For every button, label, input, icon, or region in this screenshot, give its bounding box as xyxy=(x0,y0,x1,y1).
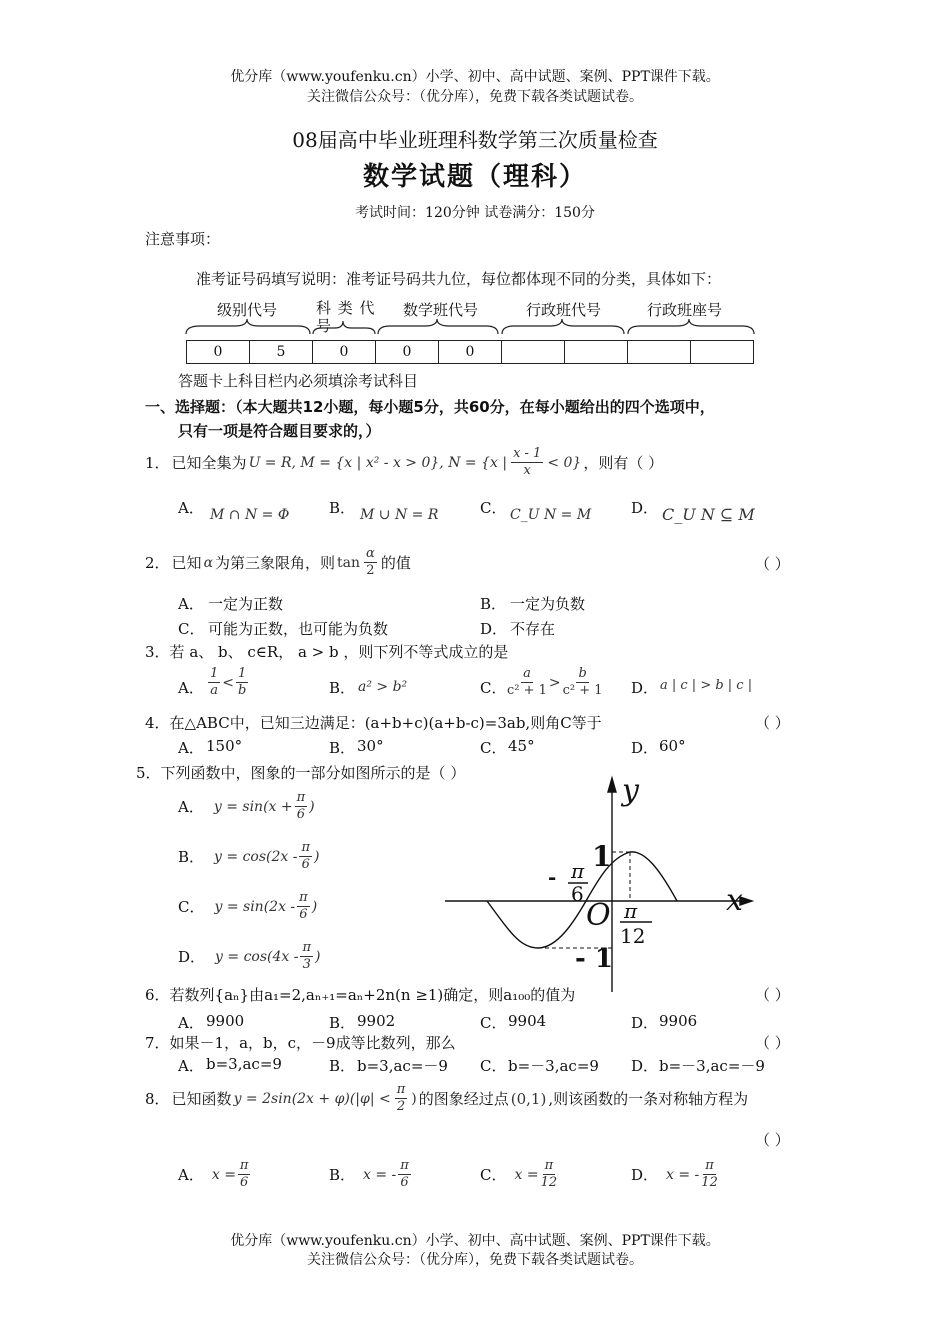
option-label[interactable]: D． xyxy=(178,948,206,966)
option-value: b=3,ac=－9 xyxy=(357,1057,448,1075)
q-text: 为第三象限角，则 xyxy=(215,554,336,572)
notice-label: 注意事项： xyxy=(145,230,221,248)
option-label[interactable]: A． xyxy=(178,1166,204,1184)
question-4 xyxy=(145,712,602,733)
q-text: ，则有（ ） xyxy=(583,454,664,472)
option-label[interactable]: D． xyxy=(631,679,659,697)
pi-label: π xyxy=(624,899,638,923)
option-label[interactable]: A． xyxy=(178,499,204,517)
q-num: 4． xyxy=(145,714,170,732)
neg-sign: - xyxy=(548,865,557,889)
q-text: 已知函数 xyxy=(171,1090,232,1108)
six-label: 6 xyxy=(571,882,584,906)
option-value: 一定为正数 xyxy=(208,595,284,613)
twelve-label: 12 xyxy=(620,924,646,948)
option-value: y = sin(2x - $\frac{\pi}{6}$ ) xyxy=(214,890,318,922)
q-math: (0,1) xyxy=(510,1089,547,1108)
option-label[interactable]: C． xyxy=(480,499,507,517)
option-value: M ∪ N = R xyxy=(360,507,439,523)
answer-paren[interactable]: （ ） xyxy=(755,1131,790,1149)
option-label[interactable]: B． xyxy=(329,1014,356,1032)
option-row xyxy=(480,1158,559,1191)
option-label[interactable]: C． xyxy=(178,898,205,916)
footer-line-2: 关注微信公众号：（优分库），免费下载各类试题试卷。 xyxy=(307,1252,643,1268)
option-row xyxy=(631,1158,720,1191)
option-value: $\frac{1}{a}$ < $\frac{1}{b}$ xyxy=(210,666,247,698)
q-text: 若 a、 b、 c∈R， a > b ，则下列不等式成立的是 xyxy=(169,643,509,661)
option-label[interactable]: B． xyxy=(480,595,507,613)
option-row xyxy=(178,840,320,873)
option-label[interactable]: A． xyxy=(178,679,204,697)
code-cell[interactable] xyxy=(502,341,565,364)
group-label: 科 类 代号 xyxy=(316,299,376,335)
function-graph xyxy=(440,770,770,995)
option-value: a² > b² xyxy=(358,679,408,695)
option-value: 9906 xyxy=(659,1012,698,1030)
code-description: 准考证号码填写说明：准考证号码共九位，每位都体现不同的分类，具体如下： xyxy=(196,270,722,288)
code-cell[interactable] xyxy=(691,341,754,364)
option-label[interactable]: C． xyxy=(480,1057,507,1075)
q-num: 7． xyxy=(145,1034,170,1052)
option-value: 60° xyxy=(659,737,686,755)
option-label[interactable]: A． xyxy=(178,1014,204,1032)
q-text: 如果－1，a，b，c，－9成等比数列，那么 xyxy=(169,1034,456,1052)
q-math: ) xyxy=(411,1090,417,1107)
question-7 xyxy=(145,1032,456,1053)
option-label[interactable]: D． xyxy=(631,1014,659,1032)
q-text: 下列函数中，图象的一部分如图所示的是（ ） xyxy=(160,764,466,782)
q-num: 6． xyxy=(145,986,170,1004)
option-label[interactable]: D． xyxy=(480,620,508,638)
option-value: C_U N ⊆ M xyxy=(662,505,755,524)
q-frac: $\frac{\pi}{2}$ xyxy=(396,1082,406,1114)
y-axis-arrow xyxy=(608,778,616,792)
q-num: 5． xyxy=(136,764,161,782)
code-cell[interactable]: 0 xyxy=(313,341,376,364)
q-num: 1． xyxy=(145,454,170,472)
option-label[interactable]: B． xyxy=(329,679,356,697)
code-cell[interactable]: 0 xyxy=(376,341,439,364)
option-value: 150° xyxy=(206,737,243,755)
option-value: b=－3,ac=－9 xyxy=(659,1057,765,1075)
q-math: < 0} xyxy=(547,454,582,471)
option-value: 30° xyxy=(357,737,384,755)
question-6 xyxy=(145,984,575,1005)
option-value: 45° xyxy=(508,737,535,755)
option-value: 不存在 xyxy=(510,620,556,638)
q-frac: $\frac{\alpha}{2}$ xyxy=(366,546,375,578)
section-title-2: 只有一项是符合题目要求的，） xyxy=(178,422,381,440)
option-value: C_U N = M xyxy=(510,507,592,523)
option-label[interactable]: B． xyxy=(329,739,356,757)
option-label[interactable]: C． xyxy=(178,620,205,638)
option-value: x = - $\frac{\pi}{6}$ xyxy=(363,1158,409,1190)
q-num: 2． xyxy=(145,554,170,572)
code-cell[interactable] xyxy=(565,341,628,364)
answer-paren[interactable]: （ ） xyxy=(755,555,790,573)
option-label[interactable]: B． xyxy=(329,1166,356,1184)
code-cell[interactable]: 0 xyxy=(187,341,250,364)
q-num: 8． xyxy=(145,1090,170,1108)
q-math: α xyxy=(203,554,214,571)
question-2 xyxy=(145,546,411,579)
origin-label: O xyxy=(586,898,611,933)
option-label[interactable]: A． xyxy=(178,798,204,816)
option-value: b=－3,ac=9 xyxy=(508,1057,599,1075)
card-note: 答题卡上科目栏内必须填涂考试科目 xyxy=(178,372,419,390)
option-value: 一定为负数 xyxy=(510,595,586,613)
code-cell[interactable]: 5 xyxy=(250,341,313,364)
option-label[interactable]: D． xyxy=(631,1166,659,1184)
option-label[interactable]: A． xyxy=(178,1057,204,1075)
option-row xyxy=(178,890,317,923)
option-value: $\frac{a}{\text{c² + 1}}$ > $\frac{b}{\text{c² + 1}}$ xyxy=(507,666,603,698)
answer-paren[interactable]: （ ） xyxy=(755,714,790,732)
q-text: 在△ABC中，已知三边满足：(a+b+c)(a+b-c)=3ab,则角C等于 xyxy=(169,714,602,732)
question-8 xyxy=(145,1082,748,1115)
option-label[interactable]: C． xyxy=(480,1014,507,1032)
option-value: x = $\frac{\pi}{6}$ xyxy=(211,1158,249,1190)
option-label[interactable]: A． xyxy=(178,739,204,757)
answer-paren[interactable]: （ ） xyxy=(755,986,790,1004)
option-value: 9902 xyxy=(357,1012,396,1030)
exam-meta: 考试时间：120分钟 试卷满分：150分 xyxy=(355,205,595,221)
section-title: 一、选择题：（本大题共12小题，每小题5分，共60分，在每小题给出的四个选项中， xyxy=(145,398,715,416)
option-label[interactable]: D． xyxy=(631,739,659,757)
footer-line-1: 优分库（www.youfenku.cn）小学、初中、高中试题、案例、PPT课件下载。 xyxy=(230,1233,720,1249)
option-value: 9900 xyxy=(206,1012,245,1030)
tick-neg-one: - 1 xyxy=(575,944,613,974)
exam-code-table xyxy=(186,340,754,364)
group-label: 行政班代号 xyxy=(526,301,602,319)
group-label: 行政班座号 xyxy=(647,301,723,319)
q-math: tan xyxy=(337,554,361,571)
question-5 xyxy=(136,762,465,783)
q-text: 的图象经过点 xyxy=(418,1090,509,1108)
option-value: 可能为正数，也可能为负数 xyxy=(208,620,389,638)
q-frac: $\frac{x - 1}{x}$ xyxy=(513,446,542,478)
option-label[interactable]: D． xyxy=(631,1057,659,1075)
q-num: 3． xyxy=(145,643,170,661)
option-row xyxy=(178,1158,252,1191)
question-1 xyxy=(145,446,663,479)
q-text: 已知全集为 xyxy=(171,454,247,472)
code-cell[interactable]: 0 xyxy=(439,341,502,364)
x-label: x xyxy=(726,883,743,918)
exam-subtitle: 数学试题（理科） xyxy=(362,162,587,192)
option-label[interactable]: C． xyxy=(480,739,507,757)
option-value: x = - $\frac{\pi}{12}$ xyxy=(666,1158,718,1190)
group-braces xyxy=(180,316,770,340)
header-line-1: 优分库（www.youfenku.cn）小学、初中、高中试题、案例、PPT课件下载。 xyxy=(230,69,720,85)
group-label: 数学班代号 xyxy=(403,301,479,319)
pi-label: π xyxy=(571,859,585,883)
option-value: x = $\frac{\pi}{12}$ xyxy=(514,1158,558,1190)
y-label: y xyxy=(622,773,639,808)
option-value: M ∩ N = Φ xyxy=(210,507,290,523)
tick-one: 1 xyxy=(592,840,612,873)
option-label[interactable]: B． xyxy=(178,848,205,866)
option-label[interactable]: B． xyxy=(329,1057,356,1075)
header-line-2: 关注微信公众号：（优分库），免费下载各类试题试卷。 xyxy=(307,89,643,105)
q-text: 已知 xyxy=(171,554,202,572)
option-row xyxy=(178,790,315,823)
q-math: U = R, M = {x | x² - x > 0}, N = {x | xyxy=(248,454,508,471)
option-label[interactable]: C． xyxy=(480,1166,507,1184)
option-label[interactable]: A． xyxy=(178,595,204,613)
option-value: y = cos(2x - $\frac{\pi}{6}$ ) xyxy=(214,840,320,872)
q-math: y = 2sin(2x + φ)(|φ| < xyxy=(233,1090,391,1107)
option-row xyxy=(178,940,321,973)
option-value: a | c | > b | c | xyxy=(660,678,753,693)
answer-paren[interactable]: （ ） xyxy=(755,1034,790,1052)
q-text: ,则该函数的一条对称轴方程为 xyxy=(548,1090,749,1108)
option-label[interactable]: C． xyxy=(480,679,507,697)
q-text: 若数列{aₙ}由a₁=2,aₙ₊₁=aₙ+2n(n ≥1)确定，则a₁₀₀的值为 xyxy=(169,986,576,1004)
exam-title: 08届高中毕业班理科数学第三次质量检查 xyxy=(292,128,658,152)
option-row xyxy=(329,1158,413,1191)
option-label[interactable]: B． xyxy=(329,499,356,517)
option-value: y = sin(x + $\frac{\pi}{6}$ ) xyxy=(213,790,315,822)
option-value: 9904 xyxy=(508,1012,547,1030)
code-cell[interactable] xyxy=(628,341,691,364)
q-text: 的值 xyxy=(380,554,411,572)
option-value: b=3,ac=9 xyxy=(206,1055,282,1073)
option-value: y = cos(4x - $\frac{\pi}{3}$ ) xyxy=(215,940,321,972)
question-3 xyxy=(145,641,508,662)
group-label: 级别代号 xyxy=(217,301,278,319)
option-label[interactable]: D． xyxy=(631,499,659,517)
